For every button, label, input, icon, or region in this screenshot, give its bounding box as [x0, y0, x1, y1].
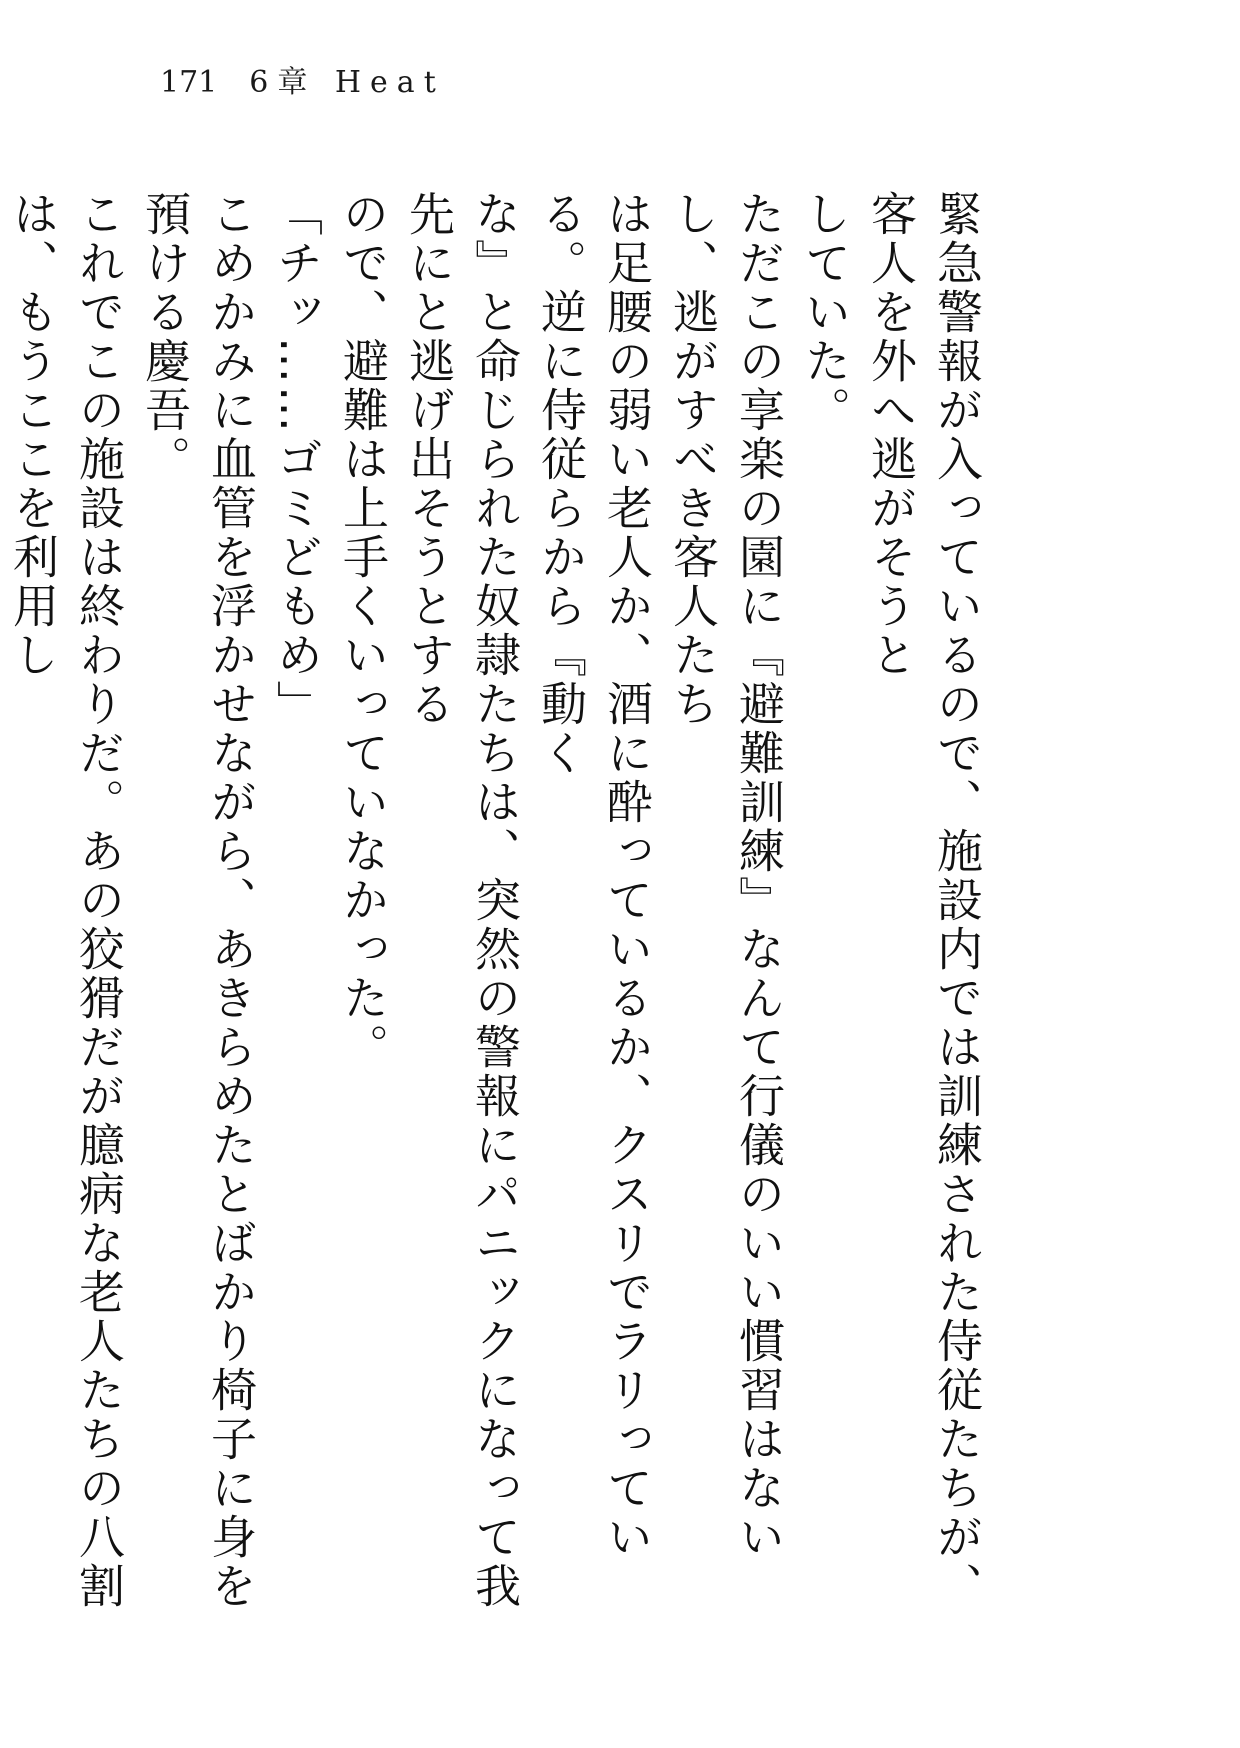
text-line: ので、避難は上手くいっていなかった。 — [336, 190, 390, 1072]
running-header — [160, 66, 445, 100]
vertical-body-text — [0, 190, 990, 1630]
text-line: 緊急警報が入っているので、施設内では訓練された侍従たちが、客人を外へ逃がそうと — [864, 190, 984, 1611]
text-line: は足腰の弱い老人か、酒に酔っているか、クスリでラリっている。逆に侍従らから『動く — [534, 190, 654, 1562]
chapter-title: 6章 Heat — [249, 65, 445, 100]
text-line: ただこの享楽の園に『避難訓練』なんて行儀のいい慣習はないし、逃がすべき客人たち — [666, 190, 786, 1562]
text-line: 「チッ……ゴミどもめ」 — [270, 190, 324, 729]
text-line: これでこの施設は終わりだ。あの狡猾だが臆病な老人たちの八割は、もうここを利用し — [6, 190, 126, 1611]
text-line: していた。 — [798, 190, 852, 435]
text-line: な』と命じられた奴隷たちは、突然の警報にパニックになって我先にと逃げ出そうとする — [402, 190, 522, 1611]
text-line: こめかみに血管を浮かせながら、あきらめたとばかり椅子に身を預ける慶吾。 — [138, 190, 258, 1611]
page-number: 171 — [160, 65, 218, 100]
